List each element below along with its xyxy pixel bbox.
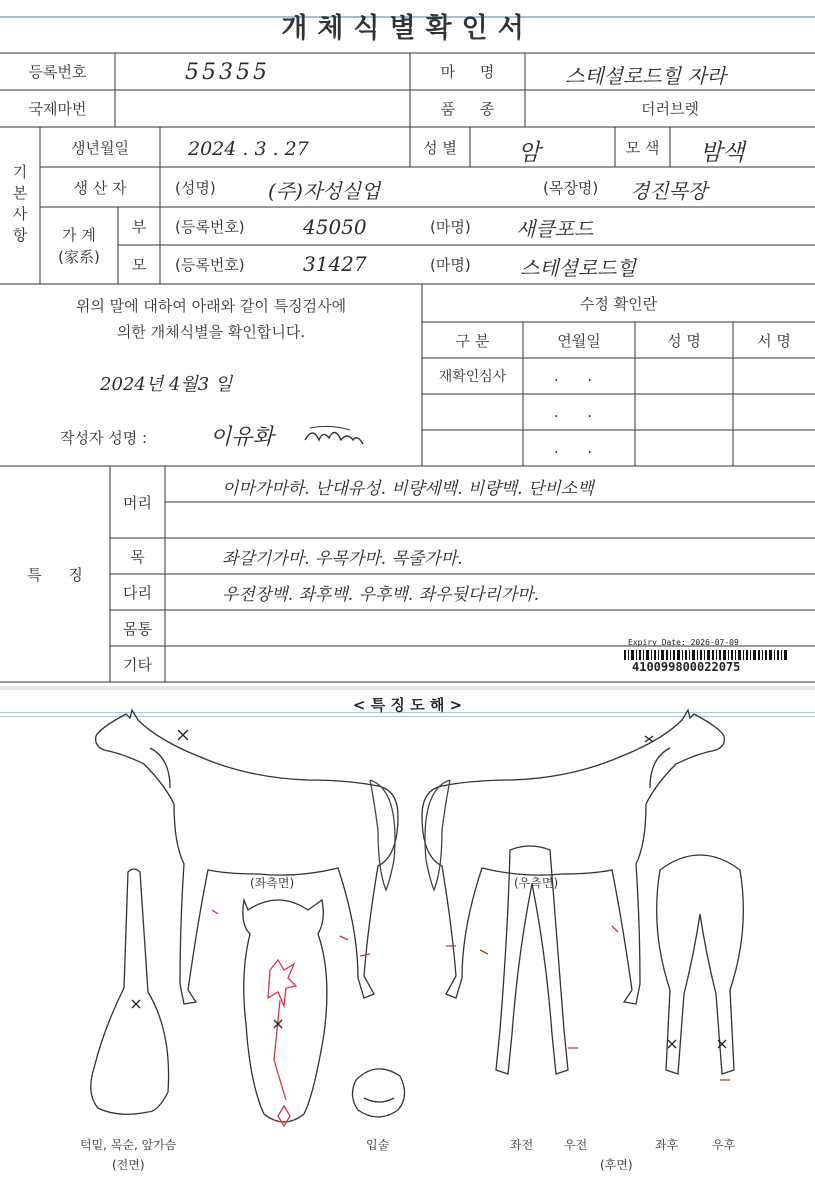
birth-label: 생년월일 — [71, 138, 129, 157]
author-label: 작성자 성명 : — [60, 428, 148, 447]
feature-head-label: 머리 — [123, 493, 152, 512]
sire-reg-value: 45050 — [303, 215, 367, 239]
dam-label: 모 — [131, 256, 147, 274]
pedigree-label-line1: 가 계 — [62, 225, 96, 244]
revision-col-date: 연월일 — [557, 331, 601, 350]
barcode-number: 410099800022075 — [632, 660, 741, 674]
breed-label: 품 종 — [440, 100, 495, 118]
farm-value: 경진목장 — [630, 179, 708, 203]
label-front-caption: 턱밑, 목순, 앞가슴 — [80, 1138, 177, 1152]
confirm-date: 2024년 4월3 일 — [100, 374, 233, 395]
revision-title: 수정 확인란 — [579, 294, 658, 313]
front-neck-view-icon — [91, 869, 169, 1114]
label-front: (전면) — [112, 1158, 145, 1172]
revision-row2-date: . . — [553, 403, 605, 421]
pedigree-label — [40, 207, 118, 284]
intl-name-label: 국제마번 — [28, 100, 87, 118]
author-signature — [300, 420, 370, 450]
revision-col-sign: 서 명 — [757, 331, 791, 350]
label-left-side: (좌측면) — [250, 876, 295, 890]
feature-legs-label: 다리 — [123, 583, 152, 602]
diagram-title: < 특 징 도 해 > — [352, 696, 463, 714]
revision-col-type: 구 분 — [455, 331, 490, 350]
right-side-horse-icon — [422, 710, 724, 1004]
birth-value: 2024 . 3 . 27 — [188, 138, 309, 160]
feature-legs-value: 우전장백. 좌후백. 우후백. 좌우뒷다리가마. — [222, 585, 540, 605]
confirm-text-line2: 의한 개체식별을 확인합니다. — [116, 322, 306, 341]
reg-no-value: 55355 — [185, 60, 270, 85]
rear-view-icon — [657, 855, 744, 1080]
label-right-fore: 우전 — [564, 1138, 588, 1152]
sire-reg-label: (등록번호) — [175, 217, 245, 236]
label-left-fore: 좌전 — [510, 1138, 534, 1152]
feature-other-label: 기타 — [123, 655, 152, 674]
feature-head-value: 이마가마하. 난대유성. 비량세백. 비량백. 단비소백 — [222, 479, 594, 499]
left-side-horse-icon — [96, 710, 398, 1004]
color-label: 모 색 — [625, 138, 660, 157]
document-title: 개체식별확인서 — [281, 13, 534, 44]
feature-body-label: 몸통 — [123, 619, 152, 638]
breeder-name-label: (성명) — [175, 178, 216, 197]
revision-row1-type: 재확인심사 — [438, 369, 507, 385]
dam-reg-value: 31427 — [303, 252, 367, 276]
confirm-text-line1: 위의 말에 대하여 아래와 같이 특징검사에 — [75, 296, 347, 315]
dam-name-label: (마명) — [430, 256, 471, 274]
dam-name-value: 스테셜로드힐 — [520, 256, 636, 280]
horse-name-label: 마 명 — [440, 63, 495, 81]
label-right-hind: 우후 — [712, 1138, 736, 1152]
face-view-icon — [243, 900, 327, 1126]
basic-section-label: 기본사항 — [10, 163, 29, 248]
sex-value: 암 — [518, 140, 541, 166]
horse-name-value: 스테셜로드힐 자라 — [565, 64, 726, 88]
barcode-expiry: Expiry Date: 2026-07-09 — [628, 638, 739, 647]
sire-name-label: (마명) — [430, 217, 471, 236]
label-left-hind: 좌후 — [655, 1138, 679, 1152]
breeder-label: 생 산 자 — [73, 178, 127, 197]
feature-neck-value: 좌갈기가마. 우목가마. 목줄가마. — [222, 549, 463, 569]
label-lips: 입술 — [366, 1138, 390, 1152]
label-rear: (후면) — [600, 1158, 633, 1172]
sire-label: 부 — [131, 217, 147, 236]
features-section-label: 특 징 — [27, 565, 83, 584]
revision-row3-date: . . — [553, 439, 605, 457]
scan-stripe — [0, 686, 815, 690]
lips-view-icon — [352, 1069, 404, 1117]
reg-no-label: 등록번호 — [28, 63, 87, 81]
pedigree-label-line2: (家系) — [58, 247, 100, 266]
farm-label: (목장명) — [543, 178, 599, 197]
horse-diagrams — [0, 700, 815, 1180]
author-name: 이유화 — [210, 425, 274, 450]
revision-row1-date: . . — [553, 367, 605, 385]
color-value: 밤색 — [700, 140, 745, 166]
label-right-side: (우측면) — [514, 876, 559, 890]
sire-name-value: 새클포드 — [516, 217, 594, 241]
revision-col-name: 성 명 — [667, 331, 701, 350]
dam-reg-label: (등록번호) — [175, 256, 245, 274]
feature-neck-label: 목 — [130, 547, 145, 566]
breeder-name-value: (주)자성실업 — [268, 179, 381, 203]
breed-value: 더러브렛 — [641, 100, 699, 118]
sex-label: 성 별 — [423, 138, 457, 157]
